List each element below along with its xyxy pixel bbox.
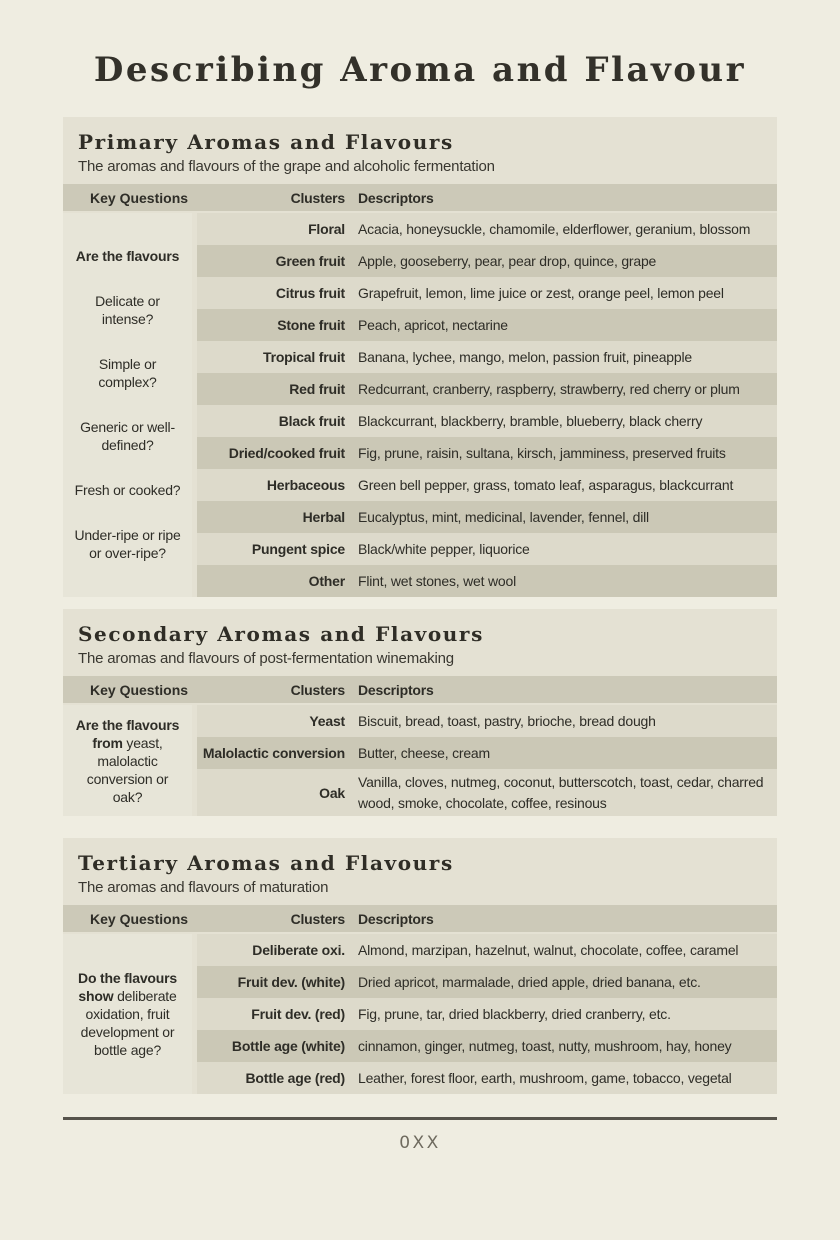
section-subtitle: The aromas and flavours of the grape and alcoholic fermentation — [78, 158, 495, 175]
column-header-clusters: Clusters — [290, 189, 345, 206]
table-row — [197, 213, 777, 245]
table-row — [197, 998, 777, 1030]
table-header-row — [63, 184, 777, 211]
key-question — [73, 355, 182, 391]
cluster-rows — [197, 934, 777, 1094]
key-questions-column — [63, 705, 192, 816]
descriptor-text: Biscuit, bread, toast, pastry, brioche, bread dough — [358, 713, 656, 729]
table-row — [197, 437, 777, 469]
section-secondary-aromas — [63, 609, 777, 816]
descriptor-text: Vanilla, cloves, nutmeg, coconut, butterscotch, toast, cedar, charred wood, smoke, chocolate, coffee, resinous — [358, 773, 764, 811]
key-question-text: Do the flavours show — [78, 970, 177, 1004]
cluster-label: Bottle age (white) — [231, 1038, 345, 1054]
table-row — [197, 934, 777, 966]
cluster-label: Stone fruit — [277, 317, 345, 333]
descriptor-text: Black/white pepper, liquorice — [358, 541, 530, 557]
key-question-text: deliberate oxidation, fruit development or bottle age? — [80, 988, 177, 1058]
column-header-key-questions: Key Questions — [90, 681, 189, 698]
descriptor-text: Green bell pepper, grass, tomato leaf, asparagus, blackcurrant — [358, 477, 734, 493]
descriptor-text: Eucalyptus, mint, medicinal, lavender, fennel, dill — [358, 509, 649, 525]
descriptor-text: cinnamon, ginger, nutmeg, toast, nutty, mushroom, hay, honey — [358, 1038, 732, 1054]
table-row — [197, 501, 777, 533]
cluster-label: Malolactic conversion — [202, 745, 345, 761]
descriptor-text: Dried apricot, marmalade, dried apple, dried banana, etc. — [358, 974, 701, 990]
descriptor-text: Blackcurrant, blackberry, bramble, blueberry, black cherry — [358, 413, 703, 429]
key-question — [73, 716, 182, 806]
key-questions-column — [63, 213, 192, 597]
cluster-label: Black fruit — [278, 413, 345, 429]
descriptor-text: Apple, gooseberry, pear, pear drop, quince, grape — [358, 253, 657, 269]
key-question-text: Under-ripe or ripe or over-ripe? — [74, 527, 181, 561]
cluster-label: Oak — [319, 784, 345, 801]
cluster-label: Dried/cooked fruit — [228, 445, 345, 461]
cluster-label: Red fruit — [289, 381, 345, 397]
table-row — [197, 277, 777, 309]
cluster-label: Floral — [308, 221, 345, 237]
descriptor-text: Peach, apricot, nectarine — [358, 317, 508, 333]
key-question — [73, 247, 182, 265]
section-tertiary-aromas — [63, 838, 777, 1094]
section-header — [63, 609, 777, 676]
cluster-label: Tropical fruit — [263, 349, 345, 365]
key-question — [73, 418, 182, 454]
table-header-row — [63, 905, 777, 932]
key-question — [73, 526, 182, 562]
key-question-text: Simple or complex? — [98, 356, 157, 390]
descriptor-text: Grapefruit, lemon, lime juice or zest, orange peel, lemon peel — [358, 285, 724, 301]
column-header-key-questions: Key Questions — [90, 189, 189, 206]
descriptor-text: Leather, forest floor, earth, mushroom, game, tobacco, vegetal — [358, 1070, 732, 1086]
table-row — [197, 245, 777, 277]
section-subtitle: The aromas and flavours of maturation — [78, 879, 329, 896]
column-header-clusters: Clusters — [290, 910, 345, 927]
column-header-clusters: Clusters — [290, 681, 345, 698]
table-row — [197, 469, 777, 501]
cluster-label: Herbal — [302, 509, 345, 525]
table-row — [197, 309, 777, 341]
table-row — [197, 1030, 777, 1062]
cluster-label: Green fruit — [275, 253, 345, 269]
table-row — [197, 405, 777, 437]
page-number: 0XX — [399, 1133, 441, 1153]
table-row — [197, 769, 777, 816]
cluster-label: Yeast — [309, 713, 345, 729]
key-question — [73, 481, 182, 499]
descriptor-text: Redcurrant, cranberry, raspberry, strawberry, red cherry or plum — [358, 381, 740, 397]
table-row — [197, 373, 777, 405]
cluster-label: Fruit dev. (red) — [251, 1006, 345, 1022]
descriptor-text: Fig, prune, raisin, sultana, kirsch, jamminess, preserved fruits — [358, 445, 726, 461]
table-header-row — [63, 676, 777, 703]
cluster-label: Deliberate oxi. — [252, 942, 345, 958]
section-title: Tertiary Aromas and Flavours — [78, 851, 454, 875]
section-title: Secondary Aromas and Flavours — [78, 622, 484, 646]
cluster-label: Bottle age (red) — [245, 1070, 345, 1086]
key-question-text: Fresh or cooked? — [74, 482, 181, 498]
key-questions-column — [63, 934, 192, 1094]
table-body — [63, 213, 777, 597]
table-row — [197, 737, 777, 769]
column-header-key-questions: Key Questions — [90, 910, 189, 927]
page-title: Describing Aroma and Flavour — [93, 50, 747, 90]
column-header-descriptors: Descriptors — [358, 189, 434, 206]
section-header — [63, 117, 777, 184]
cluster-label: Other — [308, 573, 345, 589]
section-title: Primary Aromas and Flavours — [78, 130, 454, 154]
table-row — [197, 705, 777, 737]
column-header-descriptors: Descriptors — [358, 910, 434, 927]
table-row — [197, 533, 777, 565]
key-question — [73, 292, 182, 328]
cluster-label: Fruit dev. (white) — [237, 974, 345, 990]
section-primary-aromas — [63, 117, 777, 597]
table-body — [63, 705, 777, 816]
key-question — [73, 969, 182, 1059]
key-question-text: Generic or well-defined? — [80, 419, 175, 453]
section-subtitle: The aromas and flavours of post-fermentation winemaking — [78, 650, 454, 667]
descriptor-text: Fig, prune, tar, dried blackberry, dried cranberry, etc. — [358, 1006, 671, 1022]
descriptor-text: Banana, lychee, mango, melon, passion fruit, pineapple — [358, 349, 692, 365]
key-question-text: Are the flavours from — [75, 716, 180, 751]
cluster-label: Herbaceous — [266, 477, 345, 493]
descriptor-text: Almond, marzipan, hazelnut, walnut, chocolate, coffee, caramel — [358, 942, 739, 958]
column-header-descriptors: Descriptors — [358, 681, 434, 698]
table-row — [197, 341, 777, 373]
key-question-text: yeast, malolactic conversion or oak? — [86, 734, 169, 805]
descriptor-text: Flint, wet stones, wet wool — [358, 573, 516, 589]
cluster-rows — [197, 705, 777, 816]
table-body — [63, 934, 777, 1094]
key-question-text: Are the flavours — [75, 248, 180, 264]
table-row — [197, 1062, 777, 1094]
section-header — [63, 838, 777, 905]
cluster-rows — [197, 213, 777, 597]
descriptor-text: Butter, cheese, cream — [358, 745, 490, 761]
table-row — [197, 966, 777, 998]
descriptor-text: Acacia, honeysuckle, chamomile, elderflower, geranium, blossom — [358, 221, 751, 237]
table-row — [197, 565, 777, 597]
cluster-label: Citrus fruit — [275, 285, 345, 301]
key-question-text: Delicate or intense? — [95, 293, 160, 327]
footer-rule — [63, 1117, 777, 1120]
cluster-label: Pungent spice — [251, 541, 345, 557]
